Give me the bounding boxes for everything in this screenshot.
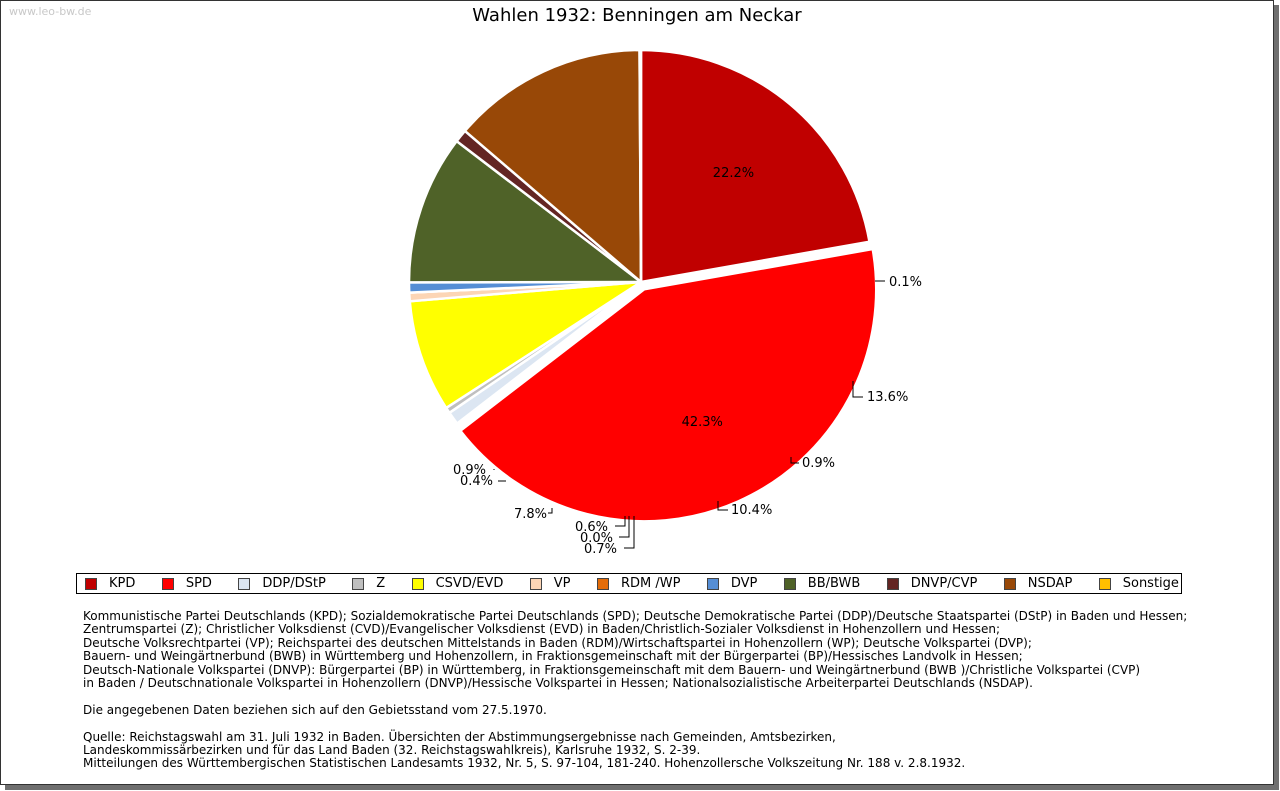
legend-swatch	[887, 578, 899, 590]
slice-label: 0.7%	[584, 542, 618, 557]
slice-label: 0.4%	[460, 474, 494, 489]
slice-label: 0.9%	[453, 463, 487, 478]
pie-slice-sonstige	[640, 50, 641, 282]
legend-item	[707, 576, 758, 591]
legend-swatch	[412, 578, 424, 590]
legend-label: VP	[553, 576, 571, 591]
legend-item	[887, 576, 978, 591]
legend-label: DVP	[730, 576, 758, 591]
legend-item	[238, 576, 325, 591]
legend-swatch	[530, 578, 542, 590]
watermark: www.leo-bw.de	[9, 5, 92, 18]
legend-swatch	[352, 578, 364, 590]
slice-label: 13.6%	[867, 390, 909, 405]
legend-swatch	[1004, 578, 1016, 590]
notes-parties: Kommunistische Partei Deutschlands (KPD); Sozialdemokratische Partei Deutschlands (SPD); Deutsche Demokratische Partei (DDP)/Deutsche Staatspartei (DStP) in Baden und Hessen; Zentrumspartei (Z); Christlicher Volksdienst (CVD)/Evangelischer Volksdienst (EVD) in Baden/Christlich-Sozialer Volksdienst in Hohenzollern und Hessen; Deutsche Volksrechtpartei (VP); Reichspartei des deutschen Mittelstands in Baden (RDM)/Wirtschaftspartei in Hohenzollern (WP); Deutsche Volkspartei (DVP); Bauern- und Weingärtnerbund (BWB) in Württemberg und Hohenzollern, in Fraktionsgemeinschaft mit der Bürgerpartei (BP)/Hessisches Landvolk in Hessen; Deutsch-Nationale Volkspartei (DNVP): Bürgerpartei (BP) in Württemberg, in Fraktionsgemeinschaft mit dem Bauern- und Weingärtnerbund (BWB )/Christliche Volkspartei (CVP) in Baden / Deutschnationale Volkspartei in Hohenzollern (DNVP)/Hessische Volkspartei in Hessen; Nationalsozialistische Arbeiterpartei Deutschlands (NSDAP).	[83, 609, 1188, 691]
legend-label: KPD	[109, 576, 136, 591]
legend-swatch	[784, 578, 796, 590]
slice-label: 0.1%	[889, 275, 923, 290]
notes-source: Quelle: Reichstagswahl am 31. Juli 1932 in Baden. Übersichten der Abstimmungsergebnisse nach Gemeinden, Amtsbezirken, Landeskommissärbezirken und für das Land Baden (32. Reichstagswahlkreis), Karlsruhe 1932, S. 2-39. Mitteilungen des Württembergischen Statistischen Landesamts 1932, Nr. 5, S. 97-104, 181-240. Hohenzollersche Volkszeitung Nr. 188 v. 2.8.1932.	[83, 729, 966, 771]
legend-item	[85, 576, 135, 591]
legend-swatch	[85, 578, 97, 590]
legend-label: DDP/DStP	[262, 576, 326, 591]
legend-swatch	[1099, 578, 1111, 590]
slice-label: 10.4%	[731, 503, 773, 518]
legend-item	[1099, 576, 1179, 591]
slice-label: 7.8%	[514, 507, 548, 522]
label-leader-line	[548, 508, 552, 513]
legend-label: Sonstige	[1122, 576, 1179, 591]
legend-label: RDM /WP	[620, 576, 681, 591]
legend-item	[1004, 576, 1073, 591]
legend-item	[352, 576, 385, 591]
legend-swatch	[162, 578, 174, 590]
legend-label: Z	[376, 576, 386, 591]
legend-item	[530, 576, 571, 591]
legend-item	[162, 576, 212, 591]
chart-title: Wahlen 1932: Benningen am Neckar	[472, 5, 802, 26]
legend-label: SPD	[185, 576, 212, 591]
legend-swatch	[597, 578, 609, 590]
legend-swatch	[238, 578, 250, 590]
legend-label: BB/BWB	[807, 576, 861, 591]
slice-label: 0.6%	[575, 520, 609, 535]
slice-label: 42.3%	[681, 414, 723, 430]
legend-label: NSDAP	[1027, 576, 1073, 591]
legend-swatch	[707, 578, 719, 590]
pie-slice-kpd	[641, 50, 869, 282]
slice-label: 0.0%	[580, 531, 614, 546]
notes	[83, 610, 1233, 784]
legend	[76, 573, 1182, 594]
slice-label: 22.2%	[712, 165, 755, 181]
pie-chart	[1, 1, 1273, 571]
legend-item	[597, 576, 680, 591]
notes-territory: Die angegebenen Daten beziehen sich auf den Gebietsstand vom 27.5.1970.	[83, 702, 547, 717]
slice-label: 0.9%	[802, 456, 836, 471]
legend-label: CSVD/EVD	[435, 576, 504, 591]
legend-item	[412, 576, 504, 591]
legend-item	[784, 576, 860, 591]
legend-label: DNVP/CVP	[910, 576, 978, 591]
